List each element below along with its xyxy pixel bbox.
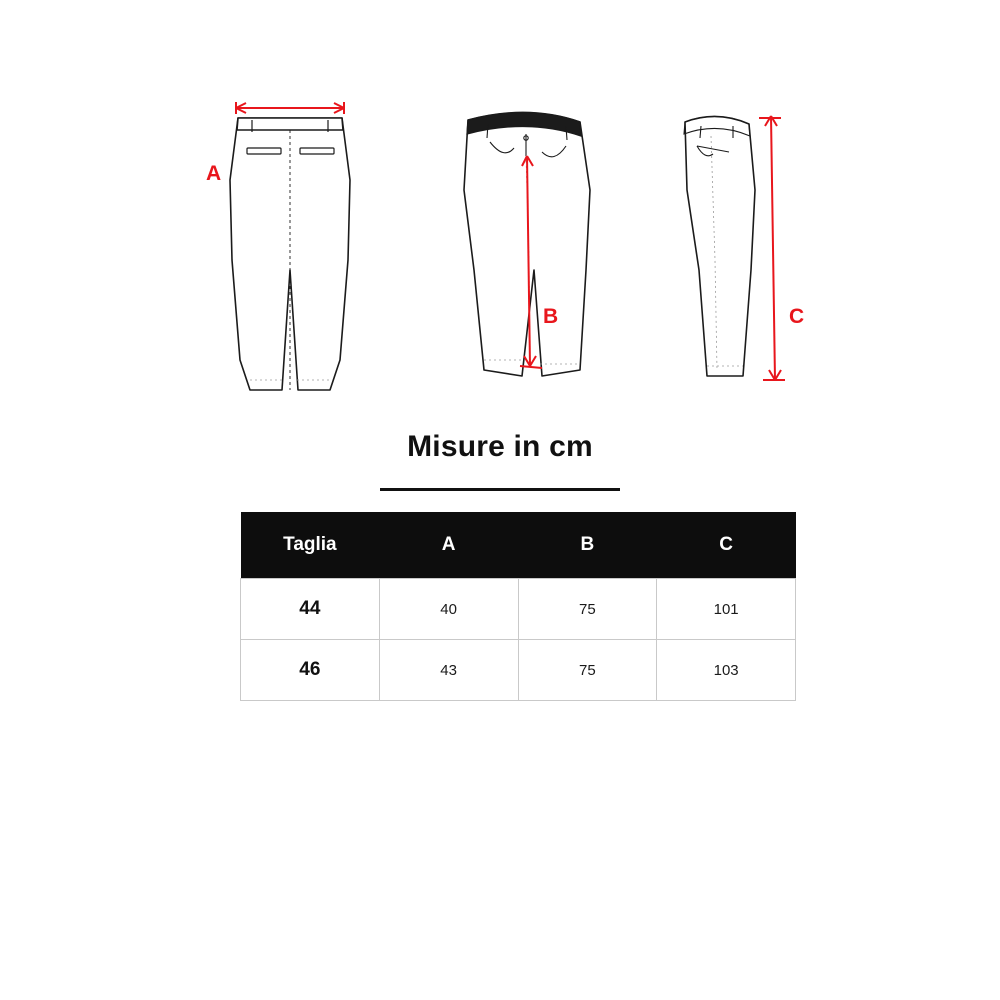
- measure-label-a: A: [206, 162, 222, 185]
- title-block: [0, 430, 1000, 491]
- size-table: [240, 512, 796, 701]
- trousers-front-view-icon: [190, 60, 390, 400]
- size-table-head: [241, 512, 796, 579]
- column-header-a: A: [379, 512, 518, 579]
- cell-a: 40: [379, 579, 518, 640]
- table-header-row: [241, 512, 796, 579]
- cell-size: 44: [241, 579, 380, 640]
- cell-b: 75: [518, 579, 657, 640]
- table-row: [241, 579, 796, 640]
- illustration-group: [0, 60, 1000, 420]
- title-divider: [380, 488, 620, 491]
- size-table-body: [241, 579, 796, 701]
- page-title: Misure in cm: [407, 430, 593, 463]
- trousers-side-view-icon: [655, 60, 855, 400]
- cell-c: 101: [657, 579, 796, 640]
- cell-a: 43: [379, 640, 518, 701]
- column-header-size: Taglia: [241, 512, 380, 579]
- cell-c: 103: [657, 640, 796, 701]
- cell-size: 46: [241, 640, 380, 701]
- column-header-c: C: [657, 512, 796, 579]
- column-header-b: B: [518, 512, 657, 579]
- cell-b: 75: [518, 640, 657, 701]
- measure-label-c: C: [789, 305, 805, 328]
- table-row: [241, 640, 796, 701]
- measure-label-b: B: [543, 305, 559, 328]
- trousers-three-quarter-view-icon: [430, 60, 630, 400]
- size-table-wrapper: [240, 512, 796, 701]
